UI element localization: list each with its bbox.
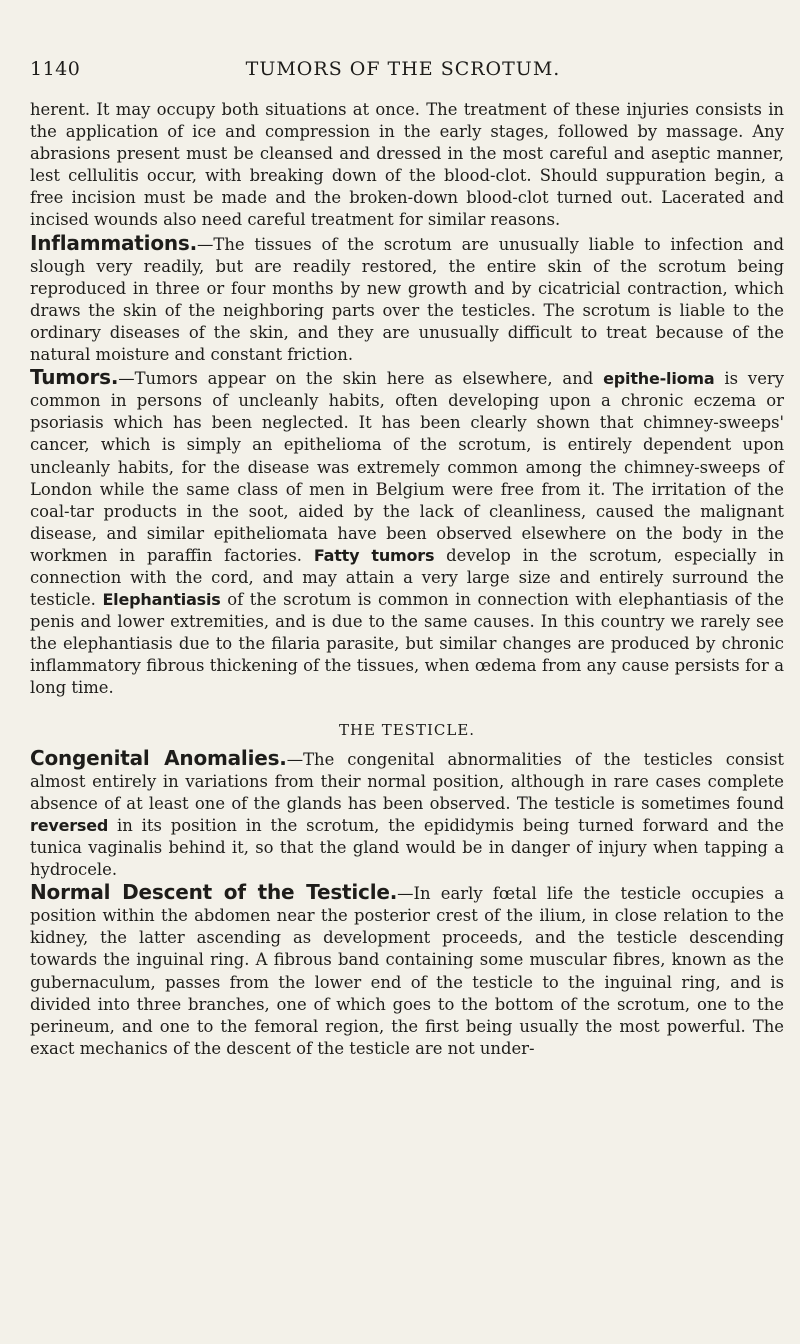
- section-title-testicle: THE TESTICLE.: [338, 720, 476, 739]
- paragraph-injuries-continued: [30, 99, 784, 232]
- page-number: 1140: [30, 58, 81, 80]
- inflammations-heading: Inflammations.: [30, 230, 198, 255]
- inflammations-text: —The tissues of the scrotum are unusually liable to infection and slough very readily, but are readily restored, the entire skin of the scrotum being reproduced in three or four months by new growth and by cicatricial contraction, which draws the skin of the neighboring parts over the testicles. The scrotum is liable to the ordinary diseases of the skin, and they are unusually difficult to treat because of the natural moisture and constant friction.: [30, 234, 784, 365]
- running-title: TUMORS OF THE SCROTUM.: [245, 58, 561, 80]
- term-elephantiasis: Elephantiasis: [102, 590, 221, 610]
- term-fatty-tumors: Fatty tumors: [313, 545, 435, 565]
- congenital-text-1: —The congenital abnormalities of the testicles consist almost entirely in variations from their normal position, although in rare cases complete absence of at least one of the glands has been observed. The testicle is sometimes found: [30, 749, 784, 813]
- running-header: [30, 58, 776, 88]
- descent-heading: Normal Descent of the Testicle.: [30, 880, 398, 905]
- term-epithelioma: epithe-lioma: [603, 369, 715, 389]
- tumors-text-4: of the scrotum is common in connection with elephantiasis of the penis and lower extremities, and is due to the same causes. In this country we rarely see the elephantiasis due to the filaria parasite, but similar changes are produced by chronic inflammatory fibrous thickening of the tissues, when œdema from any cause persists for a long time.: [30, 590, 784, 698]
- paragraph-inflammations: [30, 232, 784, 367]
- paragraph-tumors: [30, 366, 784, 699]
- congenital-heading: Congenital Anomalies.: [30, 745, 287, 770]
- injuries-text: herent. It may occupy both situations at once. The treatment of these injuries consists in the application of ice and compression in the early stages, followed by massage. Any abrasions present must be cleansed and dressed in the most careful and aseptic manner, lest cellulitis occur, with breaking down of the blood-clot. Should suppuration begin, a free incision must be made and the broken-down blood-clot turned out. Lacerated and incised wounds also need careful treatment for similar reasons.: [30, 100, 784, 230]
- term-reversed: reversed: [30, 815, 109, 835]
- tumors-heading: Tumors.: [30, 365, 119, 390]
- congenital-text-2: in its position in the scrotum, the epididymis being turned forward and the tunica vaginalis behind it, so that the gland would be in danger of injury when tapping a hydrocele.: [30, 815, 784, 880]
- tumors-text-1: —Tumors appear on the skin here as elsewhere, and: [118, 369, 604, 389]
- page-body: [30, 99, 784, 1060]
- paragraph-congenital: [30, 747, 784, 882]
- descent-text: —In early fœtal life the testicle occupies a position within the abdomen near the posterior crest of the ilium, in close relation to the kidney, the latter ascending as development proceeds, and the testicle descending towards the inguinal ring. A fibrous band containing some muscular fibres, known as the gubernaculum, passes from the lower end of the testicle to the inguinal ring, and is divided into three branches, one of which goes to the bottom of the scrotum, one to the perineum, and one to the femoral region, the first being usually the most powerful. The exact mechanics of the descent of the testicle are not under-: [30, 884, 785, 1058]
- paragraph-normal-descent: [30, 881, 784, 1060]
- tumors-text-2: is very common in persons of uncleanly habits, often developing upon a chronic eczema or psoriasis which has been neglected. It has been clearly shown that chimney-sweeps' cancer, which is simply an epithelioma of the scrotum, is entirely dependent upon uncleanly habits, for the disease was extremely common among the chimney-sweeps of London while the same class of men in Belgium were free from it. The irritation of the coal-tar products in the soot, aided by the lack of cleanliness, caused the malignant disease, and similar epitheliomata have been observed elsewhere on the body in the workmen in paraffin factories.: [30, 369, 784, 565]
- tumors-text-3: develop in the scrotum, especially in connection with the cord, and may attain a very large size and entirely surround the testicle.: [30, 545, 785, 610]
